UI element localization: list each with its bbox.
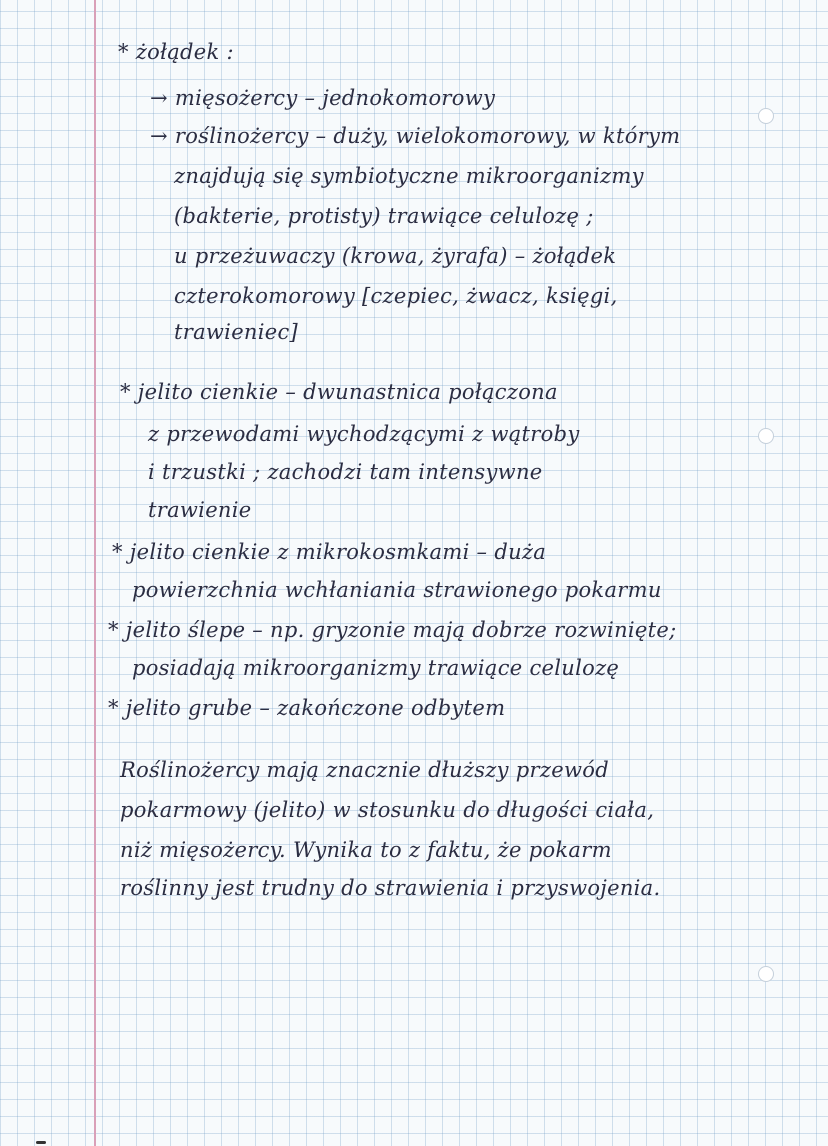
note-line: trawienie	[148, 498, 252, 522]
note-line: → mięsożercy – jednokomorowy	[150, 86, 496, 110]
note-heading-stomach: * żołądek :	[118, 40, 234, 64]
note-line: trawieniec]	[174, 320, 299, 344]
note-line: (bakterie, protisty) trawiące celulozę ;	[174, 204, 594, 228]
note-heading-large-intestine: * jelito grube – zakończone odbytem	[108, 696, 506, 720]
note-heading-caecum: * jelito ślepe – np. gryzonie mają dobrze rozwinięte;	[108, 618, 677, 642]
note-line: posiadają mikroorganizmy trawiące celulozę	[132, 656, 620, 680]
punch-hole	[758, 108, 774, 124]
note-line: → roślinożercy – duży, wielokomorowy, w którym	[150, 124, 681, 148]
note-summary-line: roślinny jest trudny do strawienia i przyswojenia.	[120, 876, 661, 900]
note-summary-line: Roślinożercy mają znacznie dłuższy przewód	[120, 758, 609, 782]
note-line: u przeżuwaczy (krowa, żyrafa) – żołądek	[174, 244, 617, 268]
note-heading-microvilli: * jelito cienkie z mikrokosmkami – duża	[112, 540, 547, 564]
notebook-margin-line	[94, 0, 96, 1146]
note-line: znajdują się symbiotyczne mikroorganizmy	[174, 164, 644, 188]
note-line: powierzchnia wchłaniania strawionego pokarmu	[132, 578, 662, 602]
note-heading-small-intestine: * jelito cienkie – dwunastnica połączona	[120, 380, 558, 404]
punch-hole	[758, 428, 774, 444]
note-summary-line: niż mięsożercy. Wynika to z faktu, że pokarm	[120, 838, 612, 862]
note-line: i trzustki ; zachodzi tam intensywne	[148, 460, 543, 484]
corner-mark	[36, 1141, 46, 1144]
note-line: czterokomorowy [czepiec, żwacz, księgi,	[174, 284, 618, 308]
note-line: z przewodami wychodzącymi z wątroby	[148, 422, 580, 446]
note-summary-line: pokarmowy (jelito) w stosunku do długości ciała,	[120, 798, 655, 822]
punch-hole	[758, 966, 774, 982]
